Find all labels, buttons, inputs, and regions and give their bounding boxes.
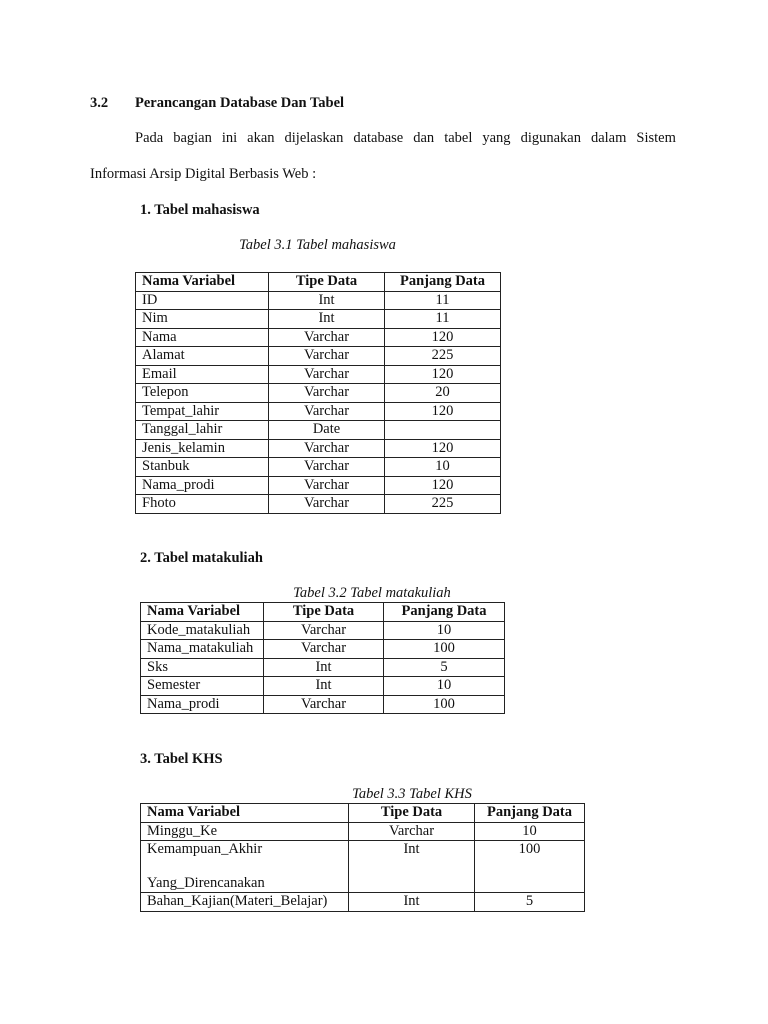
section-title: Perancangan Database Dan Tabel xyxy=(135,95,345,111)
table-cell: Nama_prodi xyxy=(141,695,264,714)
table-3-heading: 3. Tabel KHS xyxy=(140,751,223,767)
table-header-row xyxy=(141,603,505,622)
table-cell: Bahan_Kajian(Materi_Belajar) xyxy=(141,893,349,912)
column-header: Tipe Data xyxy=(349,804,475,823)
paragraph-word: digunakan xyxy=(520,130,581,146)
table-cell: Int xyxy=(349,893,475,912)
paragraph-word: Sistem xyxy=(636,130,676,146)
table-row xyxy=(136,421,501,440)
table-matakuliah xyxy=(140,602,505,714)
column-header: Nama Variabel xyxy=(136,273,269,292)
table-cell xyxy=(141,841,349,893)
table-cell: Int xyxy=(264,677,384,696)
table-row xyxy=(141,677,505,696)
table-cell: 10 xyxy=(384,677,505,696)
table-row xyxy=(141,841,585,893)
table-cell: Int xyxy=(264,658,384,677)
paragraph-line-2: Informasi Arsip Digital Berbasis Web : xyxy=(90,166,317,182)
section-number: 3.2 xyxy=(90,95,109,111)
column-header: Tipe Data xyxy=(269,273,385,292)
table-row xyxy=(136,291,501,310)
table-2-caption: Tabel 3.2 Tabel matakuliah xyxy=(293,585,451,601)
table-cell: Int xyxy=(269,310,385,329)
table-cell: Varchar xyxy=(269,347,385,366)
paragraph-word: yang xyxy=(482,130,511,146)
table-cell: Kode_matakuliah xyxy=(141,621,264,640)
table-cell: 100 xyxy=(475,841,585,893)
table-row xyxy=(136,365,501,384)
table-cell: Fhoto xyxy=(136,495,269,514)
paragraph-word: dijelaskan xyxy=(284,130,344,146)
column-header: Panjang Data xyxy=(384,603,505,622)
table-cell: ID xyxy=(136,291,269,310)
table-cell: 5 xyxy=(475,893,585,912)
table-cell: 100 xyxy=(384,640,505,659)
table-cell: Telepon xyxy=(136,384,269,403)
paragraph-word: database xyxy=(353,130,404,146)
table-cell: Sks xyxy=(141,658,264,677)
table-cell: Nama_matakuliah xyxy=(141,640,264,659)
table-cell: 11 xyxy=(385,291,501,310)
paragraph-word: dalam xyxy=(590,130,627,146)
paragraph-word: Pada xyxy=(135,130,164,146)
table-row xyxy=(136,439,501,458)
table-cell: Stanbuk xyxy=(136,458,269,477)
table-1-heading: 1. Tabel mahasiswa xyxy=(140,202,260,218)
paragraph-word: bagian xyxy=(173,130,212,146)
table-cell: 10 xyxy=(475,822,585,841)
table-cell: Varchar xyxy=(264,695,384,714)
table-cell: Alamat xyxy=(136,347,269,366)
table-cell: 20 xyxy=(385,384,501,403)
table-cell: Varchar xyxy=(264,621,384,640)
table-cell: 120 xyxy=(385,476,501,495)
table-cell: Nama_prodi xyxy=(136,476,269,495)
column-header: Tipe Data xyxy=(264,603,384,622)
table-cell: 120 xyxy=(385,439,501,458)
table-khs xyxy=(140,803,585,912)
table-cell: Int xyxy=(349,841,475,893)
table-row xyxy=(136,495,501,514)
column-header: Nama Variabel xyxy=(141,804,349,823)
table-cell: Varchar xyxy=(269,384,385,403)
table-cell: 225 xyxy=(385,347,501,366)
table-3-caption: Tabel 3.3 Tabel KHS xyxy=(352,786,472,802)
table-1-caption: Tabel 3.1 Tabel mahasiswa xyxy=(239,237,396,253)
table-cell: 10 xyxy=(384,621,505,640)
table-cell: Tempat_lahir xyxy=(136,402,269,421)
table-row xyxy=(136,458,501,477)
paragraph-word: dan xyxy=(413,130,435,146)
table-cell: 120 xyxy=(385,328,501,347)
table-cell: 5 xyxy=(384,658,505,677)
table-header-row xyxy=(136,273,501,292)
table-cell: 225 xyxy=(385,495,501,514)
table-cell: Varchar xyxy=(269,328,385,347)
table-row xyxy=(136,310,501,329)
table-row xyxy=(141,621,505,640)
paragraph-word: akan xyxy=(247,130,275,146)
table-cell: Varchar xyxy=(269,365,385,384)
table-row xyxy=(141,640,505,659)
column-header: Panjang Data xyxy=(475,804,585,823)
table-cell: Nama xyxy=(136,328,269,347)
table-cell: Date xyxy=(269,421,385,440)
cell-line: Kemampuan_Akhir xyxy=(147,841,263,857)
table-cell: Varchar xyxy=(269,495,385,514)
table-cell: Varchar xyxy=(264,640,384,659)
paragraph-word: tabel xyxy=(444,130,473,146)
table-2-heading: 2. Tabel matakuliah xyxy=(140,550,263,566)
table-cell: 100 xyxy=(384,695,505,714)
table-cell: Varchar xyxy=(269,458,385,477)
table-cell: 10 xyxy=(385,458,501,477)
table-cell: Varchar xyxy=(269,439,385,458)
table-cell: Int xyxy=(269,291,385,310)
table-row xyxy=(136,384,501,403)
table-row xyxy=(136,476,501,495)
table-cell: Varchar xyxy=(349,822,475,841)
table-row xyxy=(141,658,505,677)
table-cell: Semester xyxy=(141,677,264,696)
table-cell: Tanggal_lahir xyxy=(136,421,269,440)
table-row xyxy=(141,695,505,714)
table-row xyxy=(136,402,501,421)
paragraph-line-1 xyxy=(135,130,676,147)
table-cell: Email xyxy=(136,365,269,384)
table-cell: Nim xyxy=(136,310,269,329)
table-mahasiswa xyxy=(135,272,501,514)
table-cell: Varchar xyxy=(269,476,385,495)
table-cell: Jenis_kelamin xyxy=(136,439,269,458)
table-row xyxy=(141,822,585,841)
column-header: Nama Variabel xyxy=(141,603,264,622)
column-header: Panjang Data xyxy=(385,273,501,292)
table-cell: 11 xyxy=(385,310,501,329)
table-row xyxy=(141,893,585,912)
table-cell xyxy=(385,421,501,440)
table-cell: Minggu_Ke xyxy=(141,822,349,841)
table-header-row xyxy=(141,804,585,823)
paragraph-word: ini xyxy=(221,130,238,146)
table-cell: 120 xyxy=(385,402,501,421)
table-cell: 120 xyxy=(385,365,501,384)
cell-line: Yang_Direncanakan xyxy=(147,875,265,891)
table-row xyxy=(136,328,501,347)
table-row xyxy=(136,347,501,366)
table-cell: Varchar xyxy=(269,402,385,421)
